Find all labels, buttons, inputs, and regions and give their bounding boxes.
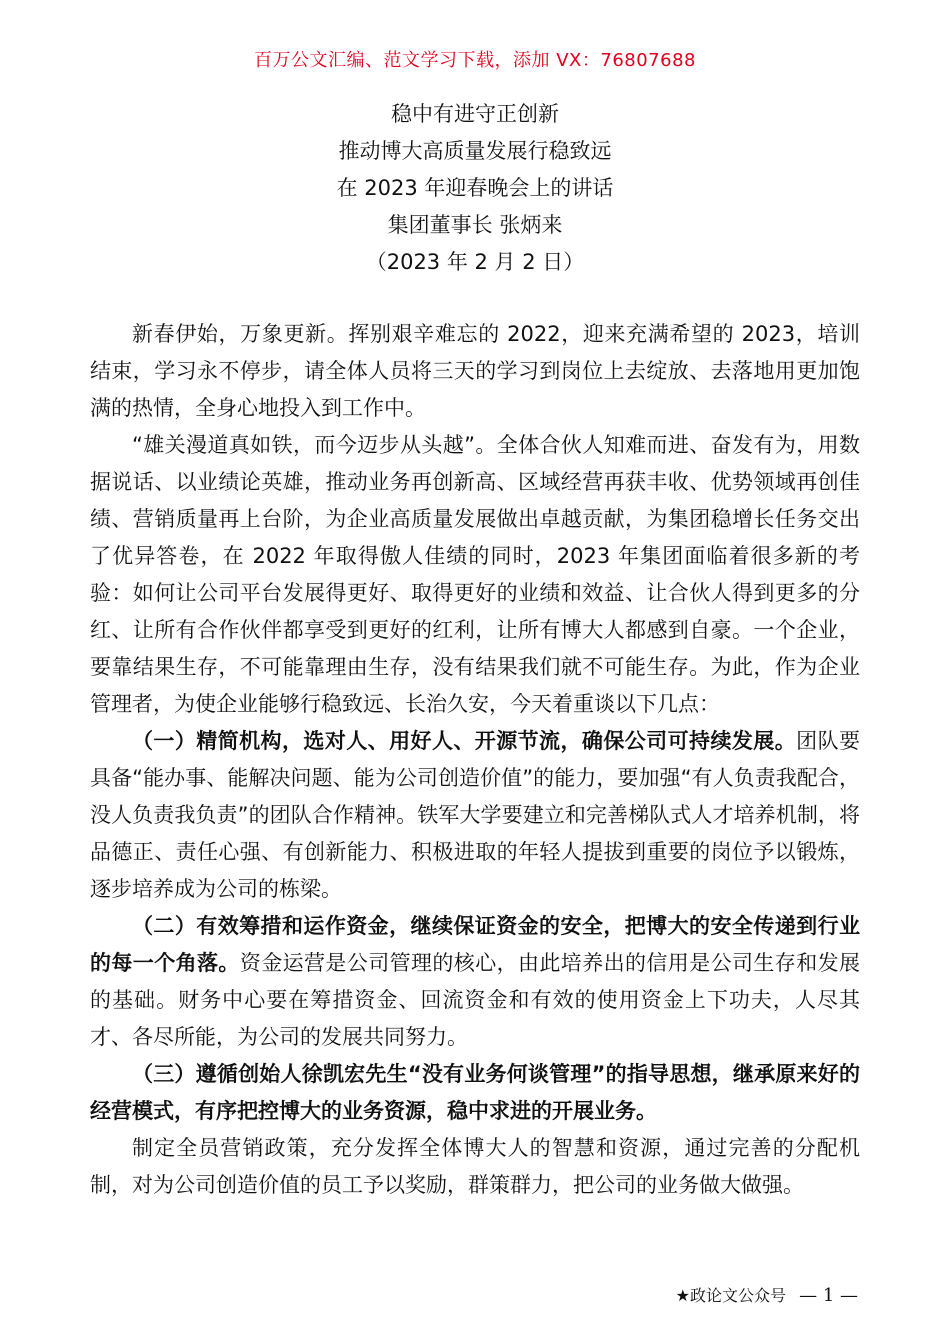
paragraph-3-heading: （一）精简机构，选对人、用好人、开源节流，确保公司可持续发展。 — [132, 729, 797, 753]
page-footer — [0, 1283, 858, 1306]
title-block — [0, 96, 950, 281]
title-line-3: 在 2023 年迎春晚会上的讲话 — [336, 176, 614, 200]
promo-banner: 百万公文汇编、范文学习下载，添加 VX：76807688 — [254, 50, 696, 71]
paragraph-5-heading: （三）遵循创始人徐凯宏先生“没有业务何谈管理”的指导思想，继承原来好的经营模式，有序把控博大的业务资源，稳中求进的开展业务。 — [90, 1062, 860, 1123]
title-line-1: 稳中有进守正创新 — [391, 102, 559, 126]
paragraph-3-text: 团队要具备“能办事、能解决问题、能为公司创造价值”的能力，要加强“有人负责我配合，没人负责我负责”的团队合作精神。铁军大学要建立和完善梯队式人才培养机制，将品德正、责任心强、有创新能力、积极进取的年轻人提拔到重要的岗位予以锻炼，逐步培养成为公司的栋梁。 — [90, 729, 861, 901]
footer-source: ★政论文公众号 — [675, 1286, 786, 1305]
title-line-2: 推动博大高质量发展行稳致远 — [338, 139, 612, 163]
paragraph-5 — [90, 1056, 860, 1130]
paragraph-4 — [90, 908, 860, 1056]
page-number: — 1 — — [799, 1285, 858, 1306]
date-line: （2023 年 2 月 2 日） — [365, 250, 585, 274]
paragraph-2: “雄关漫道真如铁，而今迈步从头越”。全体合伙人知难而进、奋发有为，用数据说话、以业绩论英雄，推动业务再创新高、区域经营再获丰收、优势领域再创佳绩、营销质量再上台阶，为企业高质量发展做出卓越贡献，为集团稳增长任务交出了优异答卷，在 2022 年取得傲人佳绩的同时，2023 年集团面临着很多新的考验：如何让公司平台发展得更好、取得更好的业绩和效益、让合伙人得到更多的分红、让所有合作伙伴都享受到更好的红利，让所有博大人都感到自豪。一个企业，要靠结果生存，不可能靠理由生存，没有结果我们就不可能生存。为此，作为企业管理者，为使企业能够行稳致远、长治久安，今天着重谈以下几点： — [90, 433, 860, 716]
speaker-line: 集团董事长 张炳来 — [387, 213, 563, 237]
document-body — [90, 316, 860, 1204]
paragraph-6: 制定全员营销政策，充分发挥全体博大人的智慧和资源，通过完善的分配机制，对为公司创造价值的员工予以奖励，群策群力，把公司的业务做大做强。 — [90, 1136, 860, 1197]
paragraph-1: 新春伊始，万象更新。挥别艰辛难忘的 2022，迎来充满希望的 2023，培训结束，学习永不停步，请全体人员将三天的学习到岗位上去绽放、去落地用更加饱满的热情，全身心地投入到工作中。 — [90, 322, 860, 420]
paragraph-4-heading: （二）有效筹措和运作资金，继续保证资金的安全，把博大的安全传递到行业的每一个角落。 — [90, 914, 860, 975]
paragraph-4-text: 资金运营是公司管理的核心，由此培养出的信用是公司生存和发展的基础。财务中心要在筹措资金、回流资金和有效的使用资金上下功夫，人尽其才、各尽所能，为公司的发展共同努力。 — [90, 951, 861, 1049]
paragraph-3 — [90, 723, 860, 908]
